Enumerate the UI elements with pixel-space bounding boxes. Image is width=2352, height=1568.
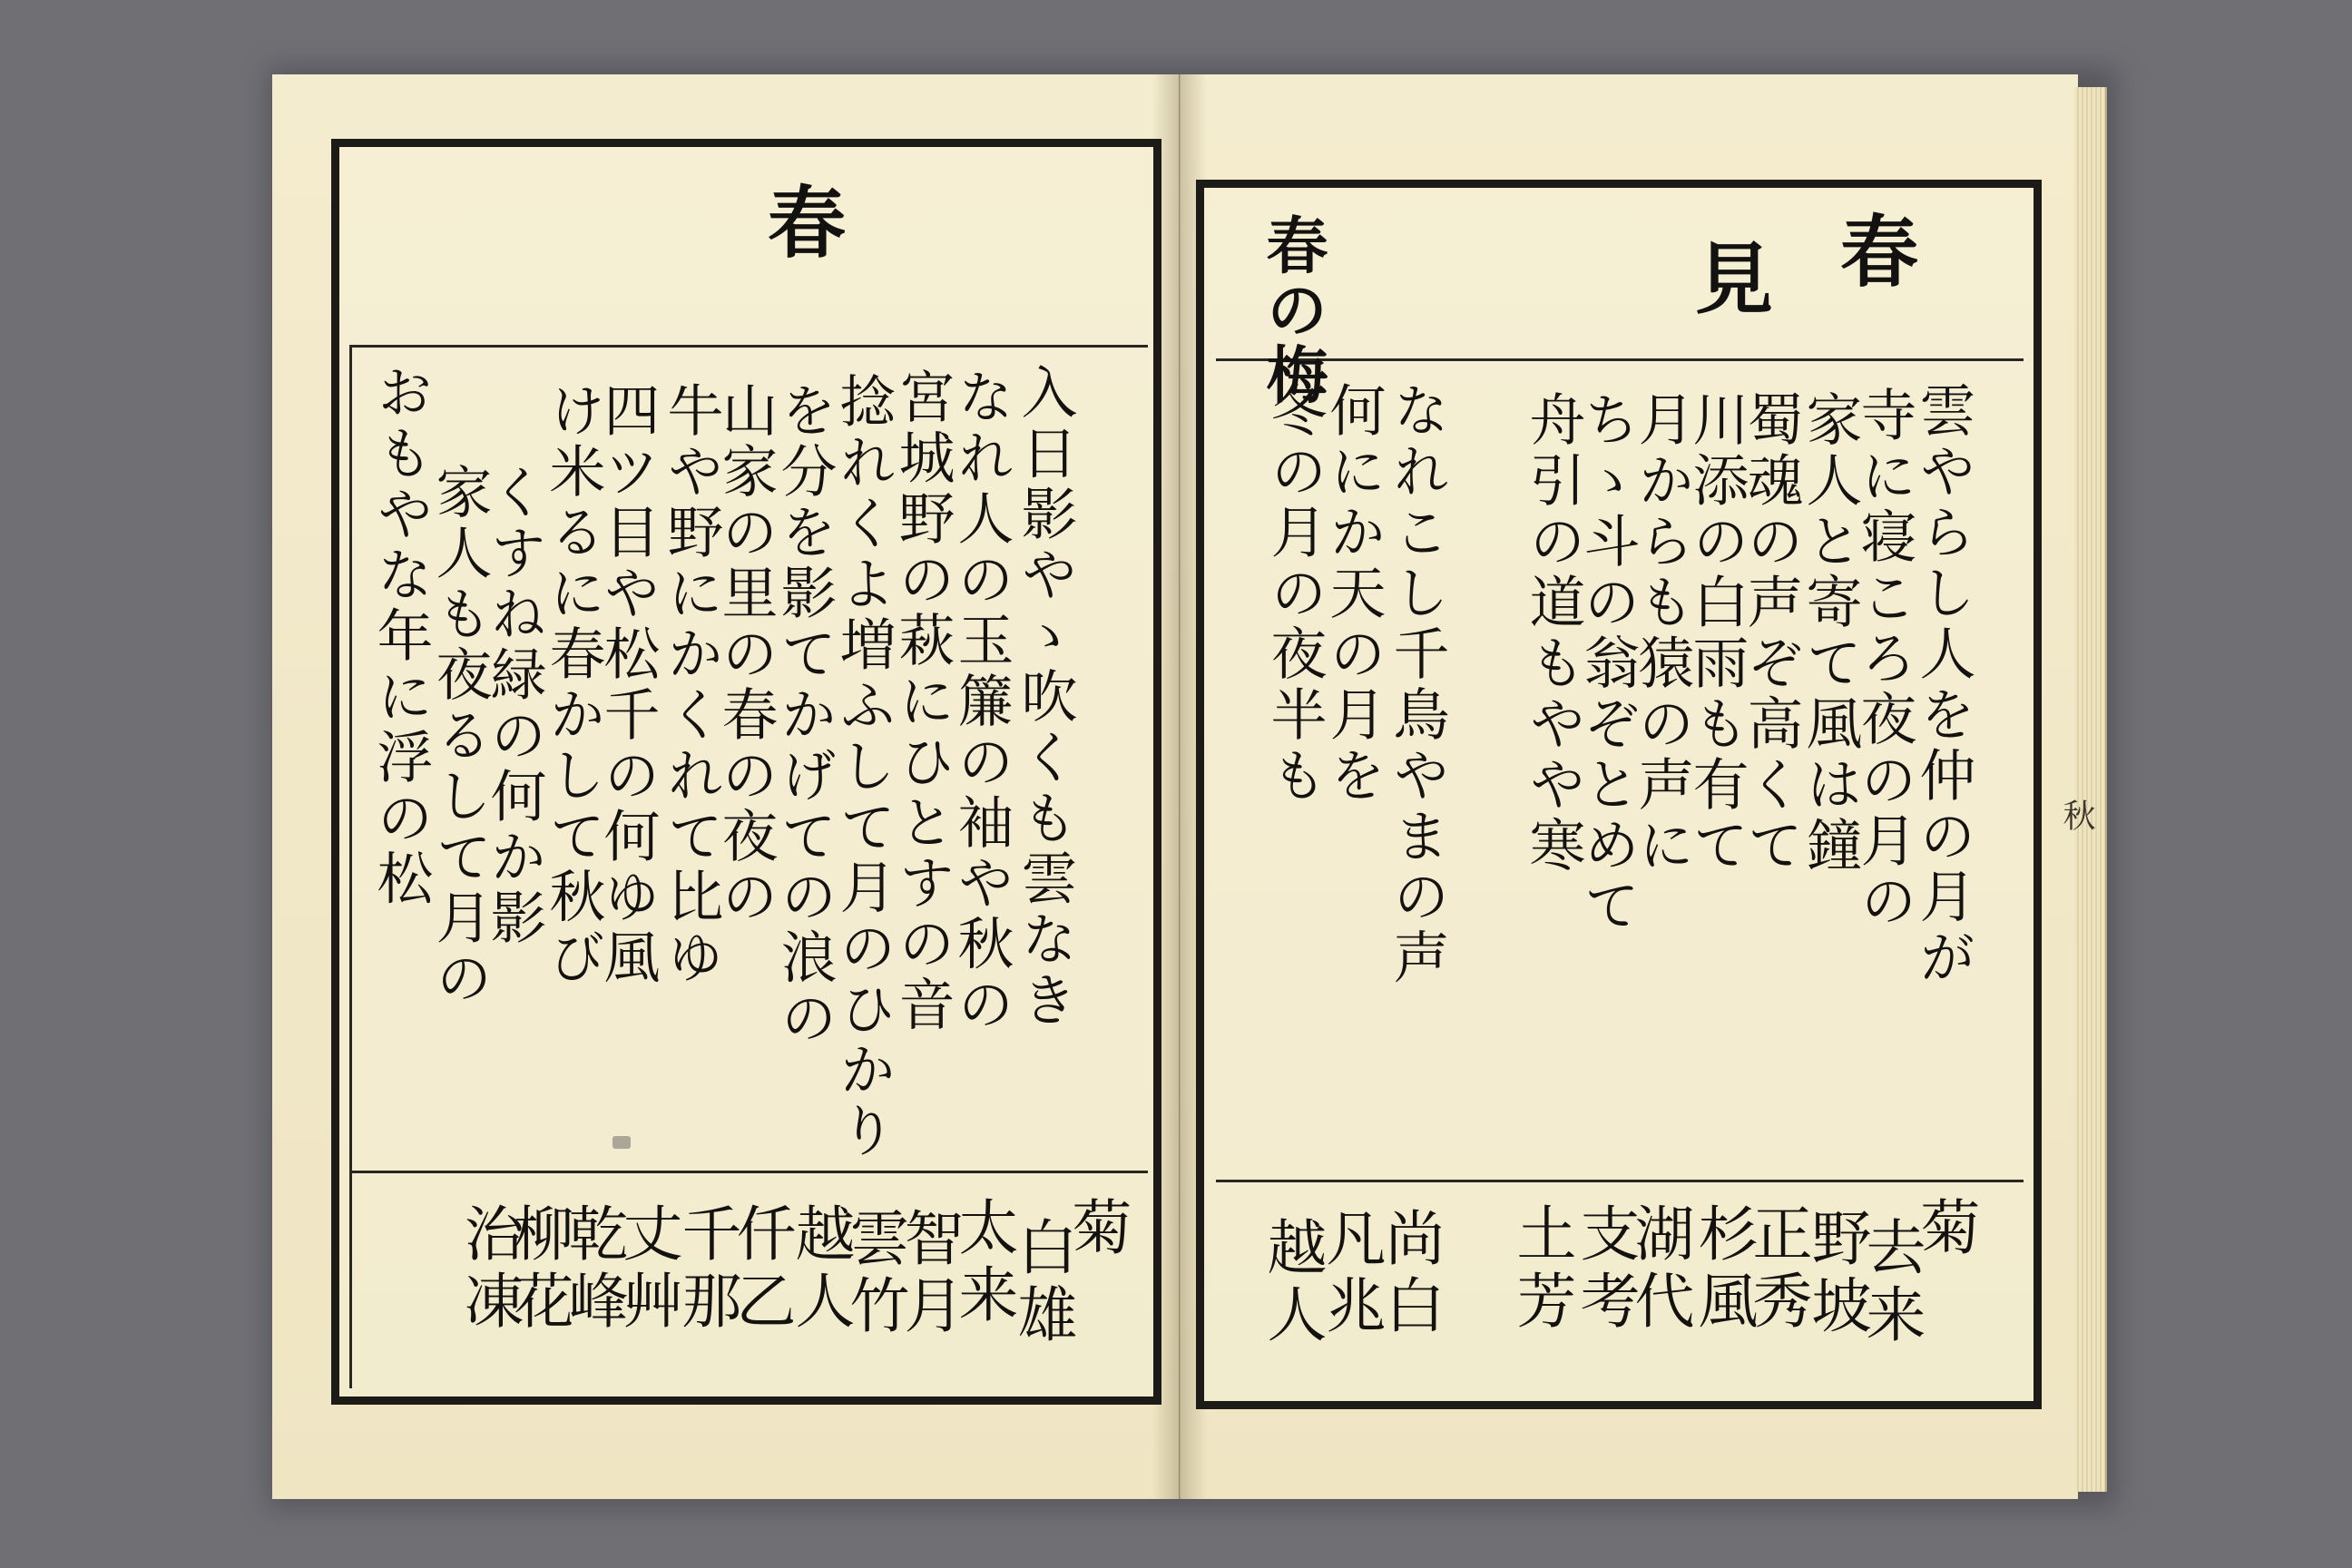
left-body-col-3: 宮城野の萩にひとすの音 (889, 368, 956, 1036)
right-body-col-1: 雲やらし人を仲の月が (1910, 381, 1976, 989)
left-body-col-2: なれ人の玉簾の袖や秋の (948, 368, 1014, 1036)
left-body-col-6: 山家の里の春の夜の (712, 381, 779, 928)
right-body-col-11: 冬の月の夜半も (1261, 381, 1328, 807)
right-name-8: 土芳 (1506, 1202, 1576, 1337)
left-names-divider (349, 1171, 1148, 1173)
right-name-7: 支考 (1570, 1202, 1640, 1337)
left-page-title: 春 (754, 181, 846, 279)
left-name-6: 越人 (785, 1202, 855, 1337)
right-body-col-7: ちゝ斗の翁ぞとめて (1574, 390, 1641, 937)
left-name-9: 丈艸 (612, 1202, 682, 1337)
left-body-col-8: 四ツ目や松千の何ゆ風 (594, 381, 661, 989)
right-name-10: 凡兆 (1316, 1207, 1386, 1341)
left-name-2: 白雄 (1007, 1216, 1077, 1350)
right-body-col-2: 寺に寝ころ夜の月の (1851, 386, 1917, 933)
left-name-5: 雲竹 (839, 1207, 909, 1341)
left-name-10: 乾峰 (558, 1202, 628, 1337)
left-body-col-9: け米るに春かして秋び (540, 381, 606, 989)
right-name-11: 越人 (1257, 1216, 1327, 1350)
left-body-col-12: おもやな年に浮の松 (368, 363, 434, 910)
right-name-6: 湖代 (1624, 1202, 1694, 1337)
left-body-col-1: 入日影やゝ吹くも雲なき (1012, 363, 1078, 1032)
right-name-2: 去来 (1856, 1216, 1926, 1350)
left-name-8: 千那 (671, 1202, 741, 1337)
right-body-col-5: 川添の白雨も有て (1683, 390, 1749, 877)
right-body-col-8: 舟引の道もやや寒 (1520, 390, 1586, 877)
right-name-4: 正秀 (1742, 1202, 1812, 1337)
left-body-col-4: 捻れくよ増ふして月のひかり (830, 372, 897, 1162)
right-body-col-9: なれこし千鳥やまの声 (1384, 381, 1450, 989)
right-name-1: 菊 (1910, 1196, 1980, 1263)
ink-smudge (612, 1136, 631, 1149)
left-name-11: 柳花 (504, 1202, 573, 1337)
right-page-title: 春 (1827, 211, 1918, 309)
left-body-col-7: 牛や野にかくれて比ゆ (658, 381, 724, 989)
left-name-7: 仟乙 (726, 1202, 796, 1337)
right-name-5: 杉風 (1688, 1202, 1758, 1337)
left-name-4: 智月 (894, 1207, 964, 1341)
right-page-title-2: 見 (1681, 238, 1773, 336)
right-name-3: 野坡 (1801, 1207, 1871, 1341)
page-edge-mark: 秋 (2058, 799, 2095, 834)
right-body-col-3: 家人と寄て風は鐘 (1797, 390, 1863, 877)
right-names-divider (1216, 1180, 2024, 1182)
left-title-divider (349, 345, 1148, 348)
left-body-col-10: くすね緑の何か影 (481, 463, 547, 949)
right-page-subtitle: 春の梅 (1256, 213, 1328, 408)
right-title-divider (1216, 358, 2024, 361)
left-body-col-11: 家人も夜るして月の (426, 463, 493, 1010)
left-name-3: 太来 (948, 1196, 1018, 1330)
left-name-12: 治凍 (454, 1202, 524, 1337)
right-name-9: 尚白 (1375, 1207, 1445, 1341)
right-body-col-6: 月からも猿の声に (1629, 390, 1695, 877)
left-body-col-5: を分を影てかげての浪の (771, 381, 838, 1050)
right-body-col-10: 何にか天の月を (1320, 381, 1387, 807)
left-name-1: 菊 (1062, 1196, 1132, 1263)
left-inner-rule (349, 345, 352, 1388)
right-body-col-4: 蜀魂の声ぞ高くて (1738, 390, 1804, 877)
page-edges (2074, 87, 2107, 1492)
